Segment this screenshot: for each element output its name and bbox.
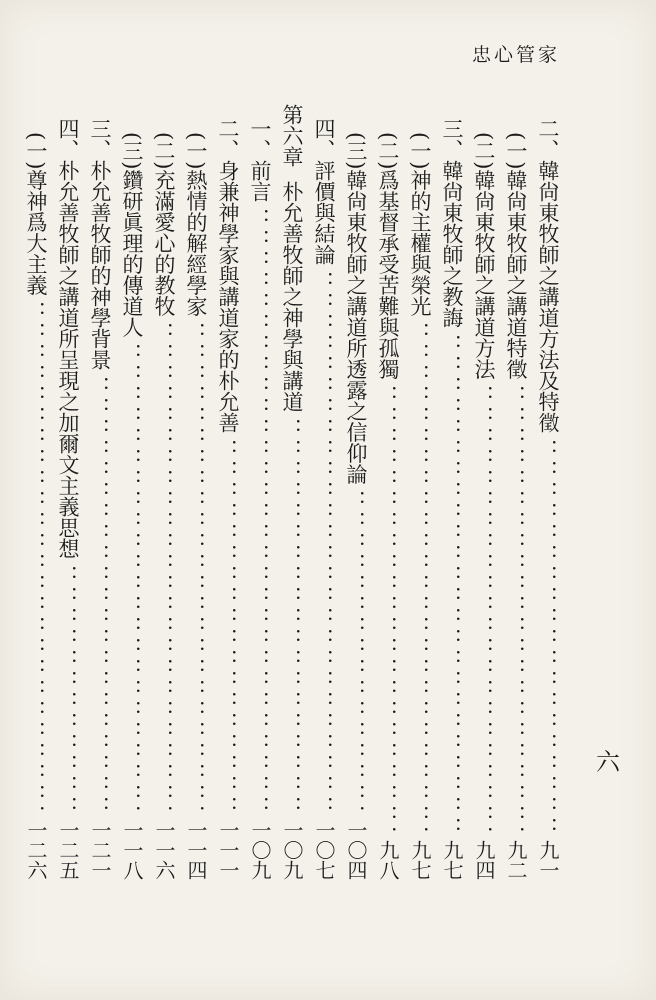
toc-entry-label: 二、身兼神學家與講道家的朴允善	[216, 118, 240, 433]
toc-entry-page: 一二六	[24, 820, 48, 880]
toc-leader-dots	[372, 385, 404, 832]
toc-entry	[500, 118, 532, 880]
toc-entry	[148, 118, 180, 880]
toc-entry	[84, 118, 116, 880]
toc-leader-dots	[52, 565, 84, 812]
toc-entry-label: 一、前言	[248, 118, 272, 202]
toc-entry-page: 一〇七	[312, 820, 336, 880]
toc-entry-label: (三)韓尙東牧師之講道所透露之信仰論	[344, 132, 368, 485]
toc-chapter-entry	[276, 104, 308, 880]
toc-entry	[244, 118, 276, 880]
toc-entry-page: 九八	[376, 840, 400, 880]
toc-entry-page: 九二	[504, 840, 528, 880]
toc-leader-dots	[500, 385, 532, 832]
toc-entry-label: 二、韓尙東牧師之講道方法及特徵	[536, 118, 560, 433]
toc-entry-page: 一一四	[184, 820, 208, 880]
toc-entry-label: 四、朴允善牧師之講道所呈現之加爾文主義思想	[56, 118, 80, 559]
chapter-title: 朴允善牧師之神學與講道	[280, 181, 304, 412]
toc-entry	[212, 118, 244, 880]
toc-entry-page: 九四	[472, 840, 496, 880]
toc-leader-dots	[308, 271, 340, 812]
toc-entry-page: 一一八	[120, 820, 144, 880]
toc-leader-dots	[276, 418, 308, 812]
toc-entry-label: (二)韓尙東牧師之講道方法	[472, 132, 496, 380]
page-number: 六	[596, 748, 620, 776]
toc-entry-page: 九一	[536, 840, 560, 880]
table-of-contents	[20, 104, 564, 880]
toc-leader-dots	[116, 343, 148, 812]
running-head: 忠心管家	[471, 44, 560, 66]
toc-entry	[404, 118, 436, 880]
toc-entry-label: (二)充滿愛心的教牧	[152, 132, 176, 317]
toc-entry-page: 一〇九	[280, 820, 304, 880]
toc-leader-dots	[532, 439, 564, 832]
toc-entry	[340, 118, 372, 880]
toc-leader-dots	[20, 301, 52, 812]
toc-leader-dots	[340, 490, 372, 812]
toc-leader-dots	[212, 439, 244, 812]
toc-entry-page: 一〇九	[248, 820, 272, 880]
toc-entry-label: (一)熱情的解經學家	[184, 132, 208, 317]
toc-entry	[372, 118, 404, 880]
toc-leader-dots	[436, 334, 468, 832]
toc-leader-dots	[404, 322, 436, 832]
chapter-heading	[276, 104, 308, 412]
toc-leader-dots	[180, 322, 212, 812]
toc-entry	[116, 118, 148, 880]
toc-leader-dots	[468, 385, 500, 832]
toc-entry-label: 三、韓尙東牧師之教誨	[440, 118, 464, 328]
toc-entry-page: 九七	[440, 840, 464, 880]
toc-entry-label: (一)韓尙東牧師之講道特徵	[504, 132, 528, 380]
toc-entry	[468, 118, 500, 880]
toc-entry-page: 一一一	[216, 820, 240, 880]
toc-entry-page: 一二一	[88, 820, 112, 880]
toc-entry-page: 一一六	[152, 820, 176, 880]
toc-leader-dots	[84, 376, 116, 812]
toc-leader-dots	[148, 322, 180, 812]
toc-entry	[180, 118, 212, 880]
toc-entry-label: (三)鑽研眞理的傳道人	[120, 132, 144, 338]
toc-entry-label: 三、朴允善牧師的神學背景	[88, 118, 112, 370]
toc-entry	[436, 118, 468, 880]
toc-entry-label: 四、評價與結論	[312, 118, 336, 265]
toc-leader-dots	[244, 208, 276, 812]
toc-entry	[308, 118, 340, 880]
toc-entry-label: (一)神的主權與榮光	[408, 132, 432, 317]
toc-entry-page: 一二五	[56, 820, 80, 880]
toc-entry	[20, 118, 52, 880]
toc-entry-label: (二)爲基督承受苦難與孤獨	[376, 132, 400, 380]
chapter-number: 第六章	[280, 104, 304, 167]
toc-entry-page: 九七	[408, 840, 432, 880]
toc-entry-label: (一)尊神爲大主義	[24, 132, 48, 296]
toc-entry	[52, 118, 84, 880]
toc-entry	[532, 118, 564, 880]
toc-entry-page: 一〇四	[344, 820, 368, 880]
